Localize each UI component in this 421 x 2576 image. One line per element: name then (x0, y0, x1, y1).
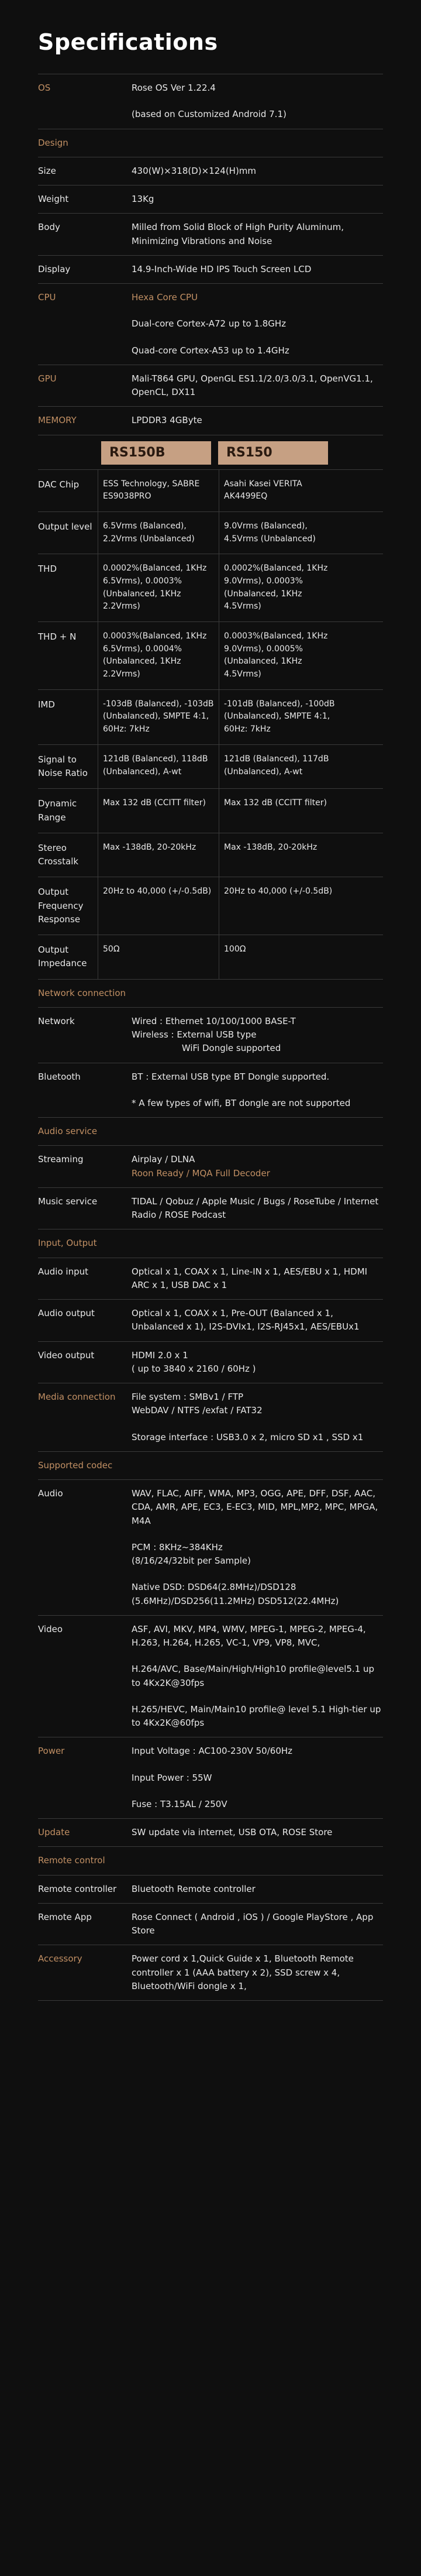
spec-value-line: Optical x 1, COAX x 1, Line-IN x 1, AES/EBU x 1, HDMI ARC x 1, USB DAC x 1 (132, 1266, 370, 1290)
page-title: Specifications (38, 29, 218, 55)
spec-value (132, 1070, 383, 1111)
spec-value (132, 1487, 383, 1608)
spec-value-line: 13Kg (132, 194, 154, 204)
spec-value (132, 193, 383, 206)
spec-label: Remote controller (38, 1883, 117, 1894)
spec-value (132, 1349, 383, 1376)
dac-row (38, 833, 383, 877)
spec-value (132, 1744, 383, 1811)
spec-row (38, 1299, 383, 1341)
spec-value (132, 1826, 383, 1839)
spec-value-line: Dual-core Cortex-A72 up to 1.8GHz (132, 318, 287, 329)
dac-label: Dynamic Range (38, 798, 77, 823)
rs150-value: 0.0002%(Balanced, 1KHz 9.0Vrms), 0.0003%(Unbalanced, 1KHz 4.5Vrms) (219, 554, 340, 621)
tab-rs150b[interactable]: RS150B (101, 441, 211, 465)
spec-value (132, 1623, 383, 1730)
dac-label: Output Frequency Response (38, 887, 84, 925)
rs150b-value: -103dB (Balanced), -103dB (Unbalanced), SMPTE 4:1, 60Hz: 7kHz (98, 690, 219, 744)
spec-value-line: * A few types of wifi, BT dongle are not supported (132, 1097, 351, 1108)
spec-label: Body (38, 222, 60, 233)
spec-value-line: Quad-core Cortex-A53 up to 1.4GHz (132, 345, 289, 356)
spec-label: CPU (38, 292, 56, 303)
rs150-value: Max 132 dB (CCITT filter) (219, 789, 340, 833)
spec-value-line: WAV, FLAC, AIFF, WMA, MP3, OGG, APE, DFF, DSF, AAC, CDA, AMR, APE, EC3, E-EC3, MID, MPL,MP2, MPC, MPGA, M4A (132, 1488, 381, 1526)
section-header (38, 1846, 383, 1874)
spec-value-line: H.264/AVC, Base/Main/High/High10 profile@level5.1 up to 4Kx2K@30fps (132, 1664, 377, 1688)
spec-row (38, 1875, 383, 1903)
spec-label: Accessory (38, 1953, 82, 1964)
dac-row (38, 935, 383, 979)
spec-value-line: Rose Connect ( Android , iOS ) / Google PlayStore , App Store (132, 1911, 377, 1936)
spec-label: Music service (38, 1196, 98, 1207)
dac-row (38, 744, 383, 789)
dac-row (38, 554, 383, 621)
spec-page (38, 0, 383, 2001)
rs150b-value: 50Ω (98, 935, 219, 979)
spec-value-line: SW update via internet, USB OTA, ROSE Store (132, 1827, 333, 1838)
spec-value (132, 1390, 383, 1444)
dac-label: DAC Chip (38, 479, 80, 490)
spec-value (132, 1153, 383, 1180)
section-title: Remote control (38, 1855, 105, 1866)
spec-row (38, 1187, 383, 1229)
spec-row (38, 1945, 383, 2000)
dac-table (38, 469, 383, 979)
rs150-value: Max -138dB, 20-20kHz (219, 833, 340, 877)
spec-label: GPU (38, 373, 57, 384)
spec-row (38, 213, 383, 255)
spec-label: Audio output (38, 1308, 95, 1319)
spec-label: MEMORY (38, 415, 77, 426)
spec-table-bottom (38, 979, 383, 2001)
spec-value (132, 1307, 383, 1334)
section-header (38, 1117, 383, 1145)
section-title: Supported codec (38, 1459, 113, 1471)
spec-value-line: Wired : Ethernet 10/100/1000 BASE-T Wireless : External USB type WiFi Dongle supported (132, 1015, 296, 1054)
dac-row (38, 621, 383, 689)
spec-label: Bluetooth (38, 1071, 81, 1082)
spec-label: Weight (38, 194, 69, 204)
tab-rs150[interactable]: RS150 (218, 441, 328, 465)
rs150b-value: 20Hz to 40,000 (+/-0.5dB) (98, 877, 219, 935)
spec-value-line: PCM : 8KHz~384KHz (8/16/24/32bit per Sample) (132, 1541, 251, 1567)
section-title: Input, Output (38, 1238, 97, 1249)
spec-value-line: Power cord x 1,Quick Guide x 1, Bluetooth Remote controller x 1 (AAA battery x 2), SSD screw x 4, Bluetooth/WiFi dongle x 1, (132, 1953, 357, 1991)
spec-value-line: Input Power : 55W (132, 1772, 212, 1783)
dac-label: THD + N (38, 631, 77, 642)
dac-row (38, 689, 383, 744)
section-header (38, 1229, 383, 1257)
dac-row (38, 469, 383, 511)
spec-value-line: 14.9-Inch-Wide HD IPS Touch Screen LCD (132, 263, 312, 274)
spec-label: Update (38, 1827, 70, 1838)
spec-value (132, 221, 383, 248)
spec-label: Video (38, 1623, 63, 1634)
spec-value (132, 263, 383, 276)
section-header (38, 979, 383, 1007)
spec-row (38, 1258, 383, 1300)
spec-value-line: H.265/HEVC, Main/Main10 profile@ level 5.1 High-tier up to 4Kx2K@60fps (132, 1703, 384, 1729)
section-title: Network connection (38, 987, 126, 998)
spec-label: Network (38, 1015, 75, 1026)
spec-row (38, 1818, 383, 1846)
section-title: Design (38, 137, 68, 148)
rs150-value: 100Ω (219, 935, 340, 979)
rs150b-value: 0.0003%(Balanced, 1KHz 6.5Vrms), 0.0004%(Unbalanced, 1KHz 2.2Vrms) (98, 622, 219, 689)
spec-value-line: Airplay / DLNA (132, 1154, 195, 1165)
spec-value-line: Rose OS Ver 1.22.4 (132, 83, 216, 93)
spec-label: Remote App (38, 1911, 92, 1922)
spec-value-line: Hexa Core CPU (132, 292, 198, 303)
spec-value (132, 1883, 383, 1896)
spec-value (132, 291, 383, 358)
spec-value-line: Storage interface : USB3.0 x 2, micro SD x1 , SSD x1 (132, 1431, 364, 1442)
spec-value-line: Milled from Solid Block of High Purity Aluminum, Minimizing Vibrations and Noise (132, 222, 347, 246)
spec-value-line: HDMI 2.0 x 1 ( up to 3840 x 2160 / 60Hz ) (132, 1349, 256, 1374)
dac-row (38, 788, 383, 833)
spec-row (38, 1063, 383, 1118)
spec-label: Audio (38, 1488, 63, 1499)
rs150b-value: 6.5Vrms (Balanced), 2.2Vrms (Unbalanced) (98, 512, 219, 554)
spec-row (38, 406, 383, 434)
rs150-value: Asahi Kasei VERITA AK4499EQ (219, 470, 340, 511)
rs150b-value: Max -138dB, 20-20kHz (98, 833, 219, 877)
spec-value (132, 1911, 383, 1938)
spec-value-line: LPDDR3 4GByte (132, 415, 202, 426)
spec-label: Size (38, 165, 56, 176)
spec-label: Media connection (38, 1392, 116, 1403)
rs150-value: 121dB (Balanced), 117dB (Unbalanced), A-wt (219, 745, 340, 789)
spec-label: Video output (38, 1349, 95, 1361)
spec-value-line: Optical x 1, COAX x 1, Pre-OUT (Balanced x 1, Unbalanced x 1), I2S-DVIx1, I2S-RJ45x1, AES/EBUx1 (132, 1308, 360, 1332)
dac-label: Output Impedance (38, 944, 87, 969)
spec-row (38, 255, 383, 283)
spec-value (132, 372, 383, 400)
spec-row (38, 1903, 383, 1945)
roon-ready-badge: Roon Ready / MQA Full Decoder (132, 1167, 270, 1179)
spec-value-line: Mali-T864 GPU, OpenGL ES1.1/2.0/3.0/3.1, OpenVG1.1, OpenCL, DX11 (132, 373, 376, 397)
spec-value-line: ASF, AVI, MKV, MP4, WMV, MPEG-1, MPEG-2, MPEG-4, H.263, H.264, H.265, VC-1, VP9, VP8, MVC, (132, 1623, 369, 1648)
section-title: Audio service (38, 1126, 98, 1137)
rs150-value: 0.0003%(Balanced, 1KHz 9.0Vrms), 0.0005%(Unbalanced, 1KHz 4.5Vrms) (219, 622, 340, 689)
dac-row (38, 877, 383, 935)
spec-label: Audio input (38, 1266, 88, 1277)
spec-row (38, 1383, 383, 1451)
rs150b-value: ESS Technology, SABRE ES9038PRO (98, 470, 219, 511)
rs150-value: 20Hz to 40,000 (+/-0.5dB) (219, 877, 340, 935)
dac-label: Output level (38, 521, 92, 532)
spec-row (38, 1145, 383, 1187)
spec-label: Display (38, 263, 71, 274)
model-tabs (38, 435, 383, 469)
rs150b-value: 0.0002%(Balanced, 1KHz 6.5Vrms), 0.0003%(Unbalanced, 1KHz 2.2Vrms) (98, 554, 219, 621)
spec-row (38, 1615, 383, 1737)
dac-label: Signal to Noise Ratio (38, 754, 88, 779)
spec-row (38, 157, 383, 185)
dac-label: IMD (38, 699, 55, 710)
spec-value-line: BT : External USB type BT Dongle supported. (132, 1071, 330, 1082)
spec-value (132, 414, 383, 427)
section-header (38, 129, 383, 157)
spec-label: Streaming (38, 1154, 84, 1165)
spec-value-line: (based on Customized Android 7.1) (132, 109, 287, 120)
dac-row (38, 511, 383, 554)
spec-row (38, 1007, 383, 1063)
spec-row (38, 1341, 383, 1383)
spec-value (132, 164, 383, 178)
spec-row (38, 74, 383, 129)
spec-value (132, 81, 383, 122)
spec-value (132, 1265, 383, 1293)
dac-label: Stereo Crosstalk (38, 842, 79, 867)
spec-label: OS (38, 83, 51, 93)
spec-value-line: Bluetooth Remote controller (132, 1883, 256, 1894)
dac-label: THD (38, 564, 57, 575)
spec-row (38, 365, 383, 407)
spec-value-line: Fuse : T3.15AL / 250V (132, 1798, 227, 1809)
spec-row (38, 1479, 383, 1615)
rs150b-value: 121dB (Balanced), 118dB (Unbalanced), A-wt (98, 745, 219, 789)
rs150-value: -101dB (Balanced), -100dB (Unbalanced), SMPTE 4:1, 60Hz: 7kHz (219, 690, 340, 744)
spec-row (38, 1737, 383, 1818)
spec-row (38, 283, 383, 365)
spec-value-line: 430(W)×318(D)×124(H)mm (132, 165, 257, 176)
section-header (38, 1451, 383, 1479)
rs150b-value: Max 132 dB (CCITT filter) (98, 789, 219, 833)
spec-value (132, 1952, 383, 1993)
spec-table-top (38, 74, 383, 435)
spec-value (132, 1195, 383, 1222)
spec-value-line: TIDAL / Qobuz / Apple Music / Bugs / RoseTube / Internet Radio / ROSE Podcast (132, 1196, 382, 1221)
spec-row (38, 185, 383, 213)
spec-value-line: Native DSD: DSD64(2.8MHz)/DSD128 (5.6MHz)/DSD256(11.2MHz) DSD512(22.4MHz) (132, 1582, 339, 1606)
spec-label: Power (38, 1746, 65, 1757)
spec-value-line: Input Voltage : AC100-230V 50/60Hz (132, 1746, 293, 1757)
spec-value-line: File system : SMBv1 / FTP WebDAV / NTFS /exfat / FAT32 (132, 1392, 263, 1416)
rs150-value: 9.0Vrms (Balanced), 4.5Vrms (Unbalanced) (219, 512, 340, 554)
spec-value (132, 1015, 383, 1056)
